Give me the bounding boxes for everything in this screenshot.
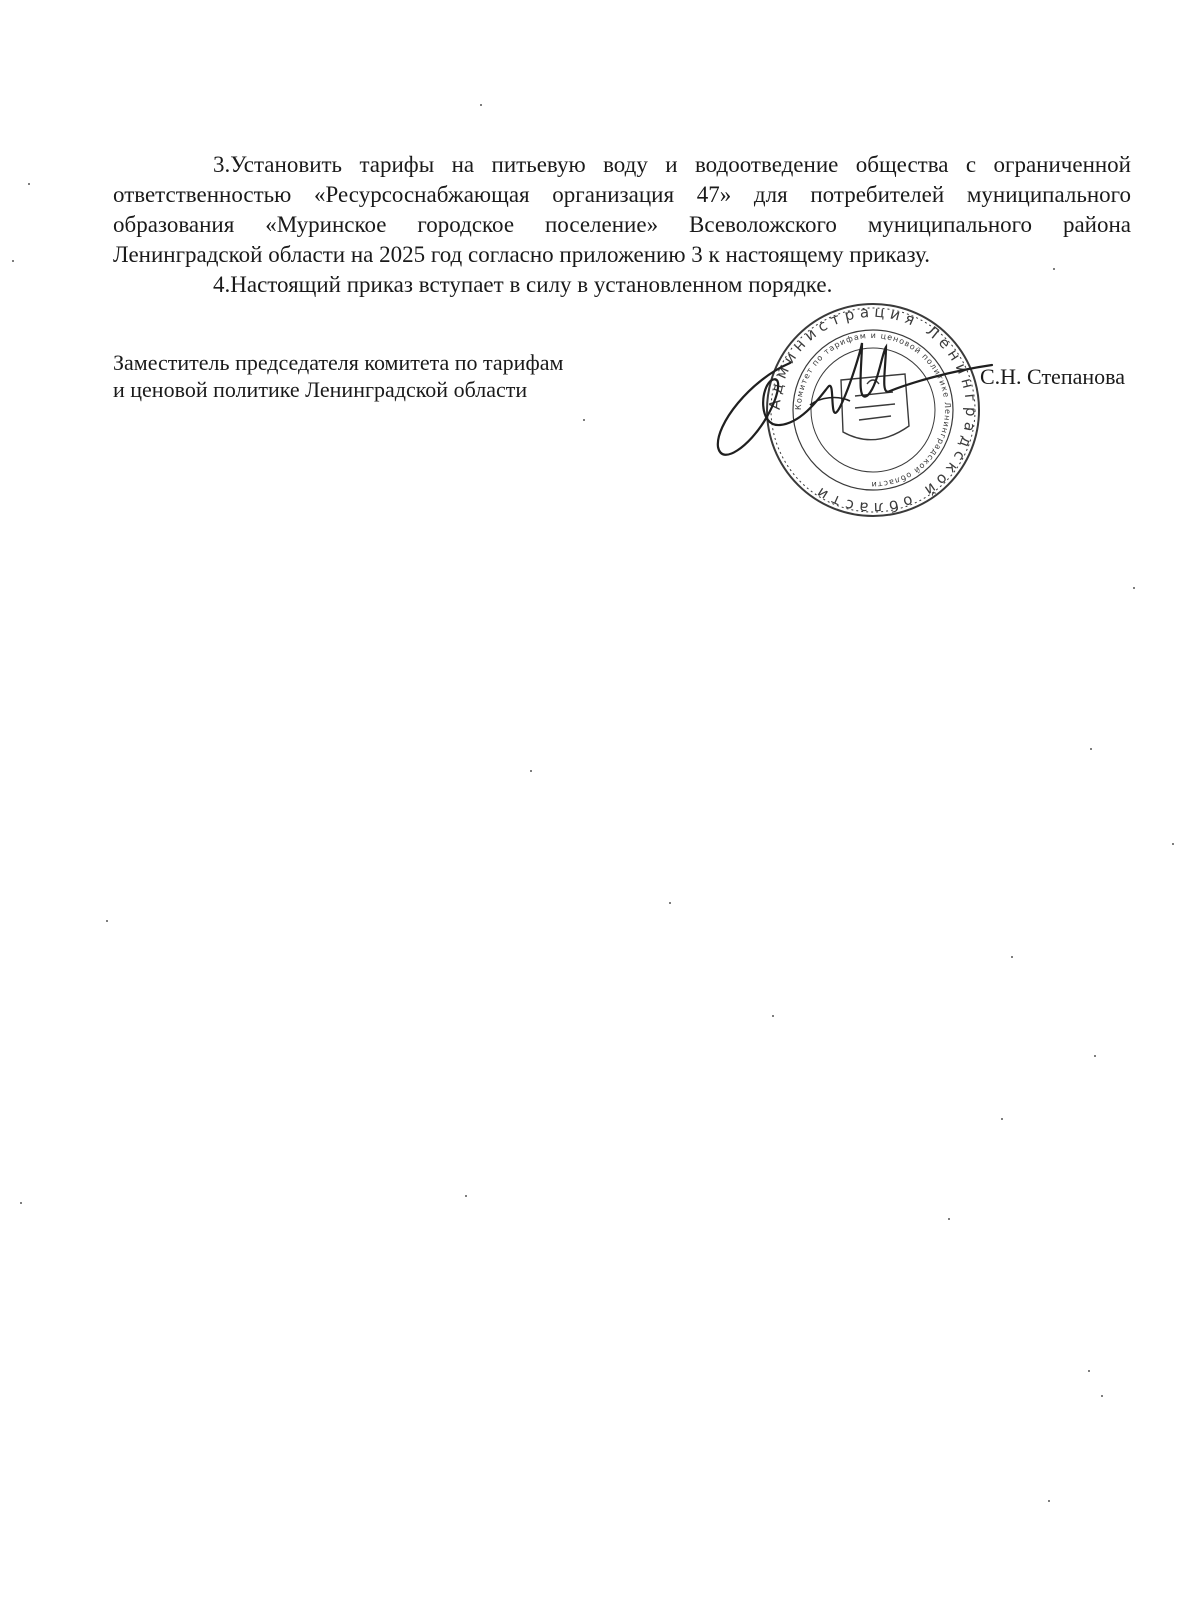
- scan-speck: [1090, 748, 1092, 750]
- scan-speck: [12, 260, 14, 262]
- handwritten-signature-icon: [710, 335, 1000, 475]
- scan-speck: [530, 770, 532, 772]
- scan-speck: [1094, 1055, 1096, 1057]
- scan-speck: [1048, 1500, 1050, 1502]
- signer-name: С.Н. Степанова: [980, 364, 1125, 389]
- scan-speck: [669, 902, 671, 904]
- scan-speck: [1011, 956, 1013, 958]
- paragraph-text: Настоящий приказ вступает в силу в установленном порядке.: [230, 272, 833, 297]
- scan-speck: [1172, 843, 1174, 845]
- document-body: [113, 150, 1131, 300]
- scan-speck: [465, 1195, 467, 1197]
- signer-title: [113, 349, 563, 403]
- paragraph-text: Установить тарифы на питьевую воду и водоотведение общества с ограниченной ответственностью «Ресурсоснабжающая организация 47» для потребителей муниципального образования «Муринское городское поселение» Всеволожского муниципального района Ленинградской области на 2025 год согласно приложению 3 к настоящему приказу.: [113, 152, 1131, 267]
- scan-speck: [106, 920, 108, 922]
- paragraph-3: [113, 150, 1131, 270]
- scan-speck: [1053, 268, 1055, 270]
- paragraph-number: 3.: [213, 152, 231, 177]
- scan-speck: [583, 419, 585, 421]
- signer-title-line-2: и ценовой политике Ленинградской области: [113, 377, 528, 402]
- paragraph-number: 4.: [213, 272, 231, 297]
- scan-speck: [480, 104, 482, 106]
- paragraph-4: [113, 270, 1131, 300]
- scan-speck: [1133, 587, 1135, 589]
- scan-speck: [20, 1202, 22, 1204]
- scan-speck: [28, 183, 30, 185]
- seal-inner-text: Комитет по тарифам и ценовой политике Ленинградской области: [793, 330, 953, 490]
- scan-speck: [1088, 1370, 1090, 1372]
- signer-title-line-1: Заместитель председателя комитета по тарифам: [113, 350, 564, 375]
- scan-speck: [772, 1015, 774, 1017]
- seal-outer-text: Администрация Ленинградской области: [765, 302, 981, 518]
- scan-speck: [948, 1218, 950, 1220]
- scan-speck: [1001, 1118, 1003, 1120]
- scan-speck: [1101, 1395, 1103, 1397]
